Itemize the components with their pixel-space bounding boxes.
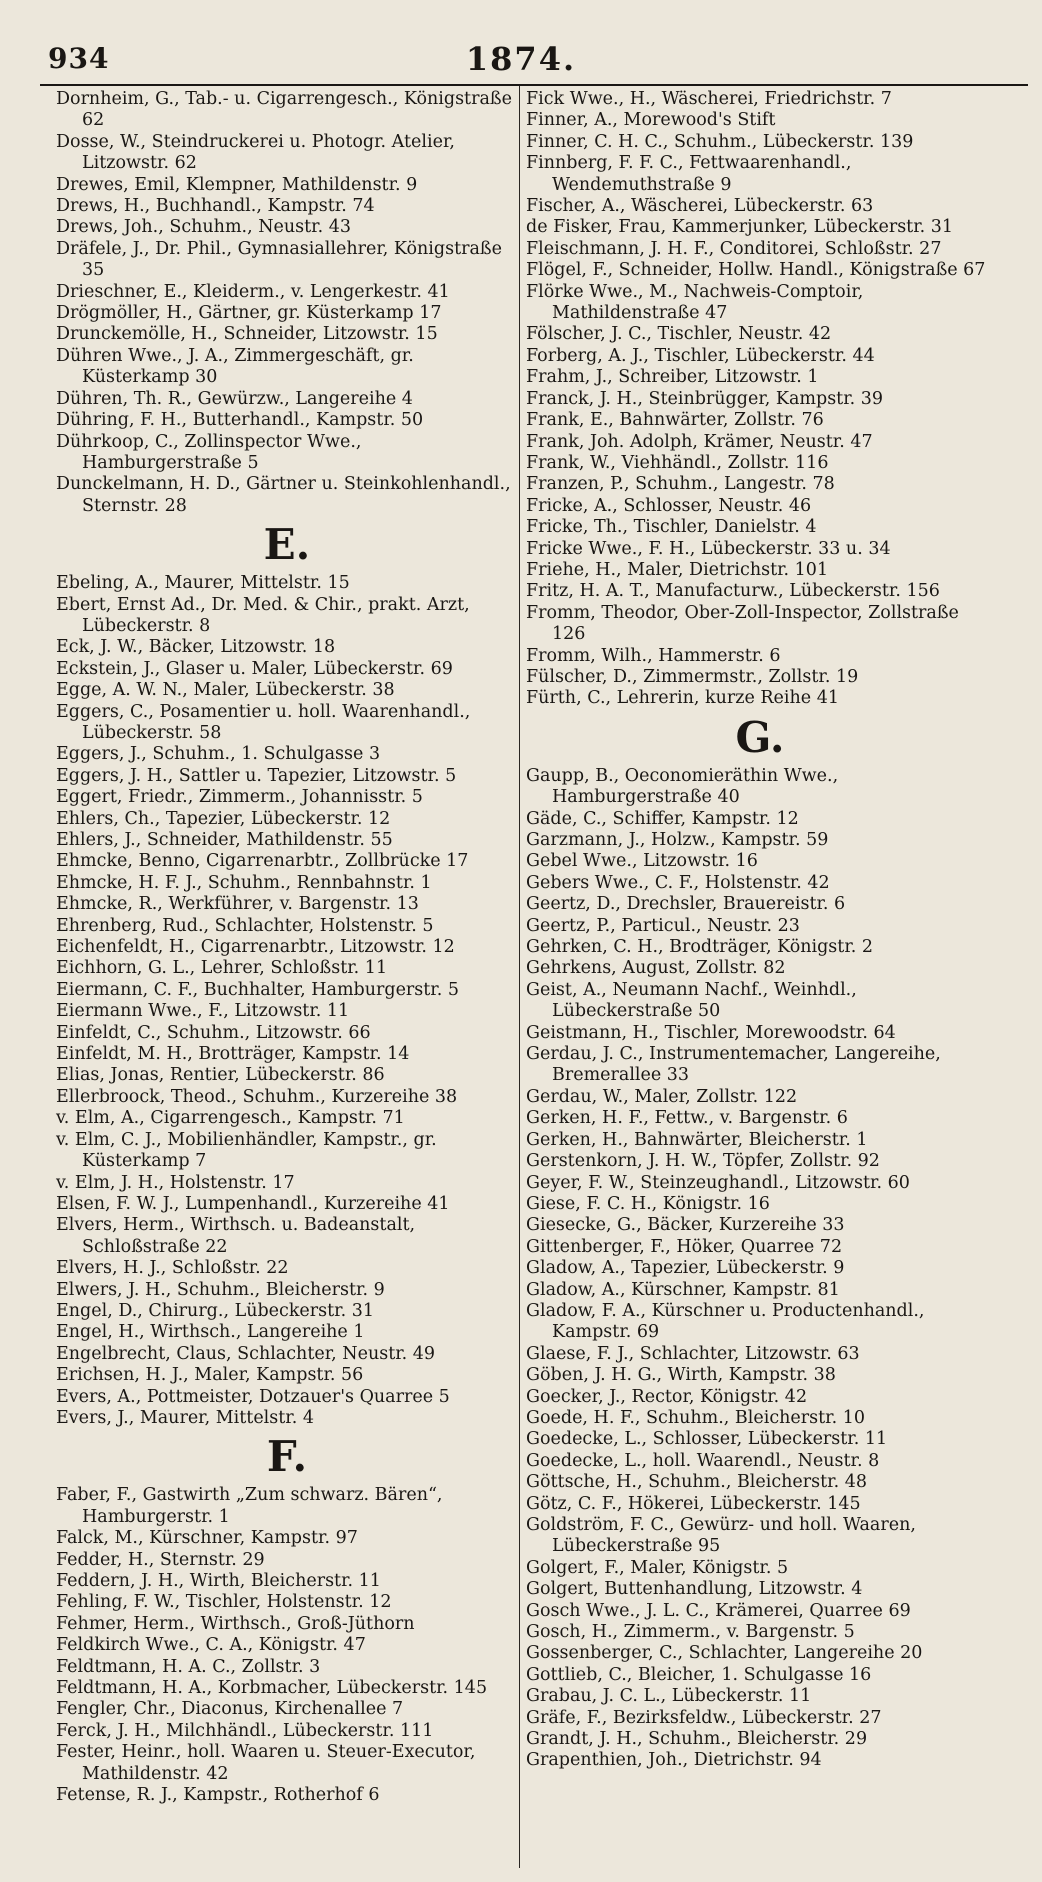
directory-entry: Gossenberger, C., Schlachter, Langereihe 20 <box>526 1643 923 1664</box>
directory-entry: Faber, F., Gastwirth „Zum schwarz. Bären“, Hamburgerstr. 1 <box>56 1485 443 1527</box>
directory-entry: Gehrkens, August, Zollstr. 82 <box>526 958 786 979</box>
directory-entry: Goldström, F. C., Gewürz- und holl. Waaren, Lübeckerstraße 95 <box>526 1515 916 1557</box>
directory-entry: Eggers, J., Schuhm., 1. Schulgasse 3 <box>56 744 381 765</box>
directory-entry: Fischer, A., Wäscherei, Lübeckerstr. 63 <box>526 196 874 217</box>
directory-entry: Ehrenberg, Rud., Schlachter, Holstenstr. 5 <box>56 915 434 936</box>
directory-entry: Gebers Wwe., C. F., Holstenstr. 42 <box>526 872 830 893</box>
directory-entry: Fromm, Theodor, Ober-Zoll-Inspector, Zollstraße 126 <box>526 602 959 645</box>
directory-entry: Fölscher, J. C., Tischler, Neustr. 42 <box>526 324 832 345</box>
directory-entry: Geertz, P., Particul., Neustr. 23 <box>526 915 800 936</box>
directory-entry: Elsen, F. W. J., Lumpenhandl., Kurzereihe 41 <box>56 1193 450 1214</box>
directory-entry: Engelbrecht, Claus, Schlachter, Neustr. 49 <box>56 1343 436 1364</box>
directory-entry: Golgert, Buttenhandlung, Litzowstr. 4 <box>526 1579 863 1600</box>
directory-entry: Gottlieb, C., Bleicher, 1. Schulgasse 16 <box>526 1664 872 1685</box>
directory-entry: Eichhorn, G. L., Lehrer, Schloßstr. 11 <box>56 958 388 979</box>
directory-entry: Fromm, Wilh., Hammerstr. 6 <box>526 645 781 666</box>
directory-entry: Gebel Wwe., Litzowstr. 16 <box>526 851 758 872</box>
directory-entry: Göttsche, H., Schuhm., Bleicherstr. 48 <box>526 1472 868 1493</box>
directory-entry: Einfeldt, C., Schuhm., Litzowstr. 66 <box>56 1022 371 1043</box>
directory-entry: Ebeling, A., Maurer, Mittelstr. 15 <box>56 573 350 594</box>
directory-entry: Drunckemölle, H., Schneider, Litzowstr. 15 <box>56 324 438 345</box>
directory-entry: v. Elm, J. H., Holstenstr. 17 <box>56 1172 295 1193</box>
page-number: 934 <box>48 42 110 75</box>
directory-entry: Finner, C. H. C., Schuhm., Lübeckerstr. 139 <box>526 131 914 152</box>
directory-entry: Feldkirch Wwe., C. A., Königstr. 47 <box>56 1635 366 1656</box>
directory-entry: Goede, H. F., Schuhm., Bleicherstr. 10 <box>526 1407 865 1428</box>
directory-entry: Goecker, J., Rector, Königstr. 42 <box>526 1386 808 1407</box>
directory-entry: Fritz, H. A. T., Manufacturw., Lübeckerstr. 156 <box>526 581 940 602</box>
directory-entry: Feddern, J. H., Wirth, Bleicherstr. 11 <box>56 1571 381 1591</box>
directory-entry: Golgert, F., Maler, Königstr. 5 <box>526 1557 789 1578</box>
directory-entry: Dühring, F. H., Butterhandl., Kampstr. 50 <box>56 410 424 431</box>
directory-entry: Engel, H., Wirthsch., Langereihe 1 <box>56 1322 365 1343</box>
section-letter-heading: G. <box>735 712 785 762</box>
directory-entry: Giesecke, G., Bäcker, Kurzereihe 33 <box>526 1215 845 1236</box>
directory-entry: Gräfe, F., Bezirksfeldw., Lübeckerstr. 27 <box>526 1707 882 1728</box>
directory-entry: Evers, A., Pottmeister, Dotzauer's Quarree 5 <box>56 1386 450 1407</box>
directory-entry: Drieschner, E., Kleiderm., v. Lengerkestr. 41 <box>56 281 450 302</box>
left-column <box>56 89 518 1806</box>
directory-entry: Götz, C. F., Hökerei, Lübeckerstr. 145 <box>526 1493 861 1514</box>
section-letter-heading: F. <box>266 1432 308 1482</box>
directory-entry: Frank, W., Viehhändl., Zollstr. 116 <box>526 452 829 473</box>
directory-entry: Gosch, H., Zimmerm., v. Bargenstr. 5 <box>526 1622 855 1643</box>
directory-entry: Fülscher, D., Zimmermstr., Zollstr. 19 <box>526 666 859 687</box>
directory-entry: Drews, Joh., Schuhm., Neustr. 43 <box>56 217 352 238</box>
directory-entry: Ehmcke, R., Werkführer, v. Bargenstr. 13 <box>56 894 419 915</box>
directory-entry: Gosch Wwe., J. L. C., Krämerei, Quarree 69 <box>526 1600 911 1621</box>
section-letter-heading: E. <box>263 520 311 570</box>
directory-entry: Fürth, C., Lehrerin, kurze Reihe 41 <box>526 688 839 709</box>
page-year-heading: 1874. <box>465 40 577 78</box>
directory-entry: v. Elm, C. J., Mobilienhändler, Kampstr., gr. Küsterkamp 7 <box>56 1129 437 1172</box>
directory-entry: Feldtmann, H. A. C., Zollstr. 3 <box>56 1656 321 1677</box>
directory-entry: Gerken, H. F., Fettw., v. Bargenstr. 6 <box>526 1108 848 1129</box>
directory-entry: Dühren Wwe., J. A., Zimmergeschäft, gr. Küsterkamp 30 <box>56 345 414 388</box>
directory-entry: Forberg, A. J., Tischler, Lübeckerstr. 44 <box>526 345 875 366</box>
directory-entry: Franzen, P., Schuhm., Langestr. 78 <box>526 474 835 495</box>
directory-entry: Giese, F. C. H., Königstr. 16 <box>526 1193 770 1214</box>
directory-entry: Göben, J. H. G., Wirth, Kampstr. 38 <box>526 1365 836 1386</box>
directory-entry: Feldtmann, H. A., Korbmacher, Lübeckerstr. 145 <box>56 1678 488 1699</box>
directory-entry: Eckstein, J., Glaser u. Maler, Lübeckerstr. 69 <box>56 658 453 679</box>
directory-entry: Dräfele, J., Dr. Phil., Gymnasiallehrer, Königstraße 35 <box>56 238 502 281</box>
directory-entry: Elias, Jonas, Rentier, Lübeckerstr. 86 <box>56 1065 385 1086</box>
directory-entry: Frank, E., Bahnwärter, Zollstr. 76 <box>526 410 824 431</box>
right-column <box>526 89 994 1772</box>
directory-entry: Gladow, F. A., Kürschner u. Productenhandl., Kampstr. 69 <box>526 1300 925 1343</box>
directory-entry: Fricke Wwe., F. H., Lübeckerstr. 33 u. 34 <box>526 538 891 559</box>
directory-entry: Elvers, Herm., Wirthsch. u. Badeanstalt, Schloßstraße 22 <box>56 1215 416 1257</box>
directory-entry: Eggers, C., Posamentier u. holl. Waarenhandl., Lübeckerstr. 58 <box>56 701 471 743</box>
directory-entry: Frahm, J., Schreiber, Litzowstr. 1 <box>526 367 819 388</box>
directory-entry: Fick Wwe., H., Wäscherei, Friedrichstr. 7 <box>526 89 892 109</box>
directory-entry: Drewes, Emil, Klempner, Mathildenstr. 9 <box>56 174 418 195</box>
directory-entry: Geertz, D., Drechsler, Brauereistr. 6 <box>526 894 846 915</box>
directory-entry: Gaupp, B., Oeconomieräthin Wwe., Hamburgerstraße 40 <box>526 765 839 808</box>
directory-entry: Eiermann, C. F., Buchhalter, Hamburgerstr. 5 <box>56 979 460 1000</box>
directory-entry: Finnberg, F. F. C., Fettwaarenhandl., Wendemuthstraße 9 <box>526 153 852 195</box>
header-rule <box>40 84 1028 86</box>
directory-entry: v. Elm, A., Cigarrengesch., Kampstr. 71 <box>56 1108 405 1129</box>
directory-entry: Friehe, H., Maler, Dietrichstr. 101 <box>526 559 829 580</box>
directory-entry: Flörke Wwe., M., Nachweis-Comptoir, Mathildenstraße 47 <box>526 281 864 324</box>
directory-entry: Garzmann, J., Holzw., Kampstr. 59 <box>526 830 829 850</box>
directory-entry: Ellerbroock, Theod., Schuhm., Kurzereihe 38 <box>56 1086 458 1107</box>
directory-entry: Drögmöller, H., Gärtner, gr. Küsterkamp 17 <box>56 303 442 324</box>
directory-entry: Fedder, H., Sternstr. 29 <box>56 1549 265 1570</box>
directory-entry: Elvers, H. J., Schloßstr. 22 <box>56 1258 289 1279</box>
directory-entry: Ehmcke, Benno, Cigarrenarbtr., Zollbrücke 17 <box>56 851 469 872</box>
directory-entry: Ebert, Ernst Ad., Dr. Med. & Chir., prakt. Arzt, Lübeckerstr. 8 <box>56 594 470 636</box>
directory-entry: Gerstenkorn, J. H. W., Töpfer, Zollstr. 92 <box>526 1151 880 1172</box>
directory-entry: Eck, J. W., Bäcker, Litzowstr. 18 <box>56 637 336 658</box>
directory-entry: Eggers, J. H., Sattler u. Tapezier, Litzowstr. 5 <box>56 765 457 786</box>
directory-entry: Engel, D., Chirurg., Lübeckerstr. 31 <box>56 1300 374 1321</box>
directory-entry: Geyer, F. W., Steinzeughandl., Litzowstr. 60 <box>526 1172 910 1193</box>
directory-entry: Eiermann Wwe., F., Litzowstr. 11 <box>56 1001 350 1022</box>
directory-entry: Glaese, F. J., Schlachter, Litzowstr. 63 <box>526 1343 860 1364</box>
directory-entry: Goedecke, L., Schlosser, Lübeckerstr. 11 <box>526 1429 888 1450</box>
column-divider <box>519 86 520 1868</box>
directory-entry: Falck, M., Kürschner, Kampstr. 97 <box>56 1528 358 1549</box>
directory-entry: Ehlers, J., Schneider, Mathildenstr. 55 <box>56 830 393 850</box>
directory-entry: Gäde, C., Schiffer, Kampstr. 12 <box>526 808 799 829</box>
directory-entry: Einfeldt, M. H., Brotträger, Kampstr. 14 <box>56 1044 410 1065</box>
directory-entry: Gerdau, J. C., Instrumentemacher, Langereihe, Bremerallee 33 <box>526 1044 941 1086</box>
directory-entry: Grandt, J. H., Schuhm., Bleicherstr. 29 <box>526 1729 868 1750</box>
directory-entry: Franck, J. H., Steinbrügger, Kampstr. 39 <box>526 388 884 409</box>
directory-entry: Dühren, Th. R., Gewürzw., Langereihe 4 <box>56 388 413 409</box>
directory-entry: Eichenfeldt, H., Cigarrenarbtr., Litzowstr. 12 <box>56 937 455 958</box>
directory-entry: Dornheim, G., Tab.- u. Cigarrengesch., Königstraße 62 <box>56 89 512 131</box>
directory-entry: de Fisker, Frau, Kammerjunker, Lübeckerstr. 31 <box>526 217 954 238</box>
directory-entry: Gladow, A., Tapezier, Lübeckerstr. 9 <box>526 1258 845 1279</box>
directory-entry: Dührkoop, C., Zollinspector Wwe., Hamburgerstraße 5 <box>56 431 362 473</box>
directory-entry: Eggert, Friedr., Zimmerm., Johannisstr. 5 <box>56 787 423 808</box>
directory-entry: Fricke, Th., Tischler, Danielstr. 4 <box>526 517 817 538</box>
directory-entry: Gerken, H., Bahnwärter, Bleicherstr. 1 <box>526 1129 868 1150</box>
directory-entry: Geistmann, H., Tischler, Morewoodstr. 64 <box>526 1022 896 1043</box>
directory-entry: Fehmer, Herm., Wirthsch., Groß-Jüthorn <box>56 1613 415 1634</box>
directory-entry: Gerdau, W., Maler, Zollstr. 122 <box>526 1086 798 1107</box>
directory-entry: Egge, A. W. N., Maler, Lübeckerstr. 38 <box>56 680 395 701</box>
directory-entry: Ehmcke, H. F. J., Schuhm., Rennbahnstr. 1 <box>56 872 432 893</box>
directory-entry: Fleischmann, J. H. F., Conditorei, Schloßstr. 27 <box>526 238 942 259</box>
directory-entry: Drews, H., Buchhandl., Kampstr. 74 <box>56 196 375 217</box>
directory-entry: Fricke, A., Schlosser, Neustr. 46 <box>526 495 812 516</box>
directory-entry: Fehling, F. W., Tischler, Holstenstr. 12 <box>56 1592 392 1613</box>
directory-entry: Dosse, W., Steindruckerei u. Photogr. Atelier, Litzowstr. 62 <box>56 131 455 174</box>
directory-entry: Flögel, F., Schneider, Hollw. Handl., Königstraße 67 <box>526 260 986 281</box>
directory-entry: Gittenberger, F., Höker, Quarree 72 <box>526 1236 843 1257</box>
directory-entry: Finner, A., Morewood's Stift <box>526 110 776 131</box>
directory-entry: Fengler, Chr., Diaconus, Kirchenallee 7 <box>56 1699 404 1720</box>
directory-entry: Grapenthien, Joh., Dietrichstr. 94 <box>526 1750 822 1771</box>
directory-entry: Grabau, J. C. L., Lübeckerstr. 11 <box>526 1686 812 1707</box>
directory-entry: Fetense, R. J., Kampstr., Rotherhof 6 <box>56 1785 380 1806</box>
directory-entry: Geist, A., Neumann Nachf., Weinhdl., Lübeckerstraße 50 <box>526 979 857 1022</box>
directory-entry: Elwers, J. H., Schuhm., Bleicherstr. 9 <box>56 1279 385 1300</box>
directory-entry: Ehlers, Ch., Tapezier, Lübeckerstr. 12 <box>56 808 391 829</box>
directory-entry: Ferck, J. H., Milchhändl., Lübeckerstr. 111 <box>56 1720 434 1741</box>
directory-entry: Gehrken, C. H., Brodträger, Königstr. 2 <box>526 937 874 958</box>
directory-entry: Fester, Heinr., holl. Waaren u. Steuer-Executor, Mathildenstr. 42 <box>56 1742 476 1784</box>
directory-entry: Goedecke, L., holl. Waarendl., Neustr. 8 <box>526 1450 880 1471</box>
directory-entry: Erichsen, H. J., Maler, Kampstr. 56 <box>56 1365 364 1386</box>
directory-entry: Evers, J., Maurer, Mittelstr. 4 <box>56 1407 314 1428</box>
directory-entry: Frank, Joh. Adolph, Krämer, Neustr. 47 <box>526 431 873 452</box>
directory-entry: Dunckelmann, H. D., Gärtner u. Steinkohlenhandl., Sternstr. 28 <box>56 474 511 516</box>
directory-entry: Gladow, A., Kürschner, Kampstr. 81 <box>526 1279 840 1300</box>
